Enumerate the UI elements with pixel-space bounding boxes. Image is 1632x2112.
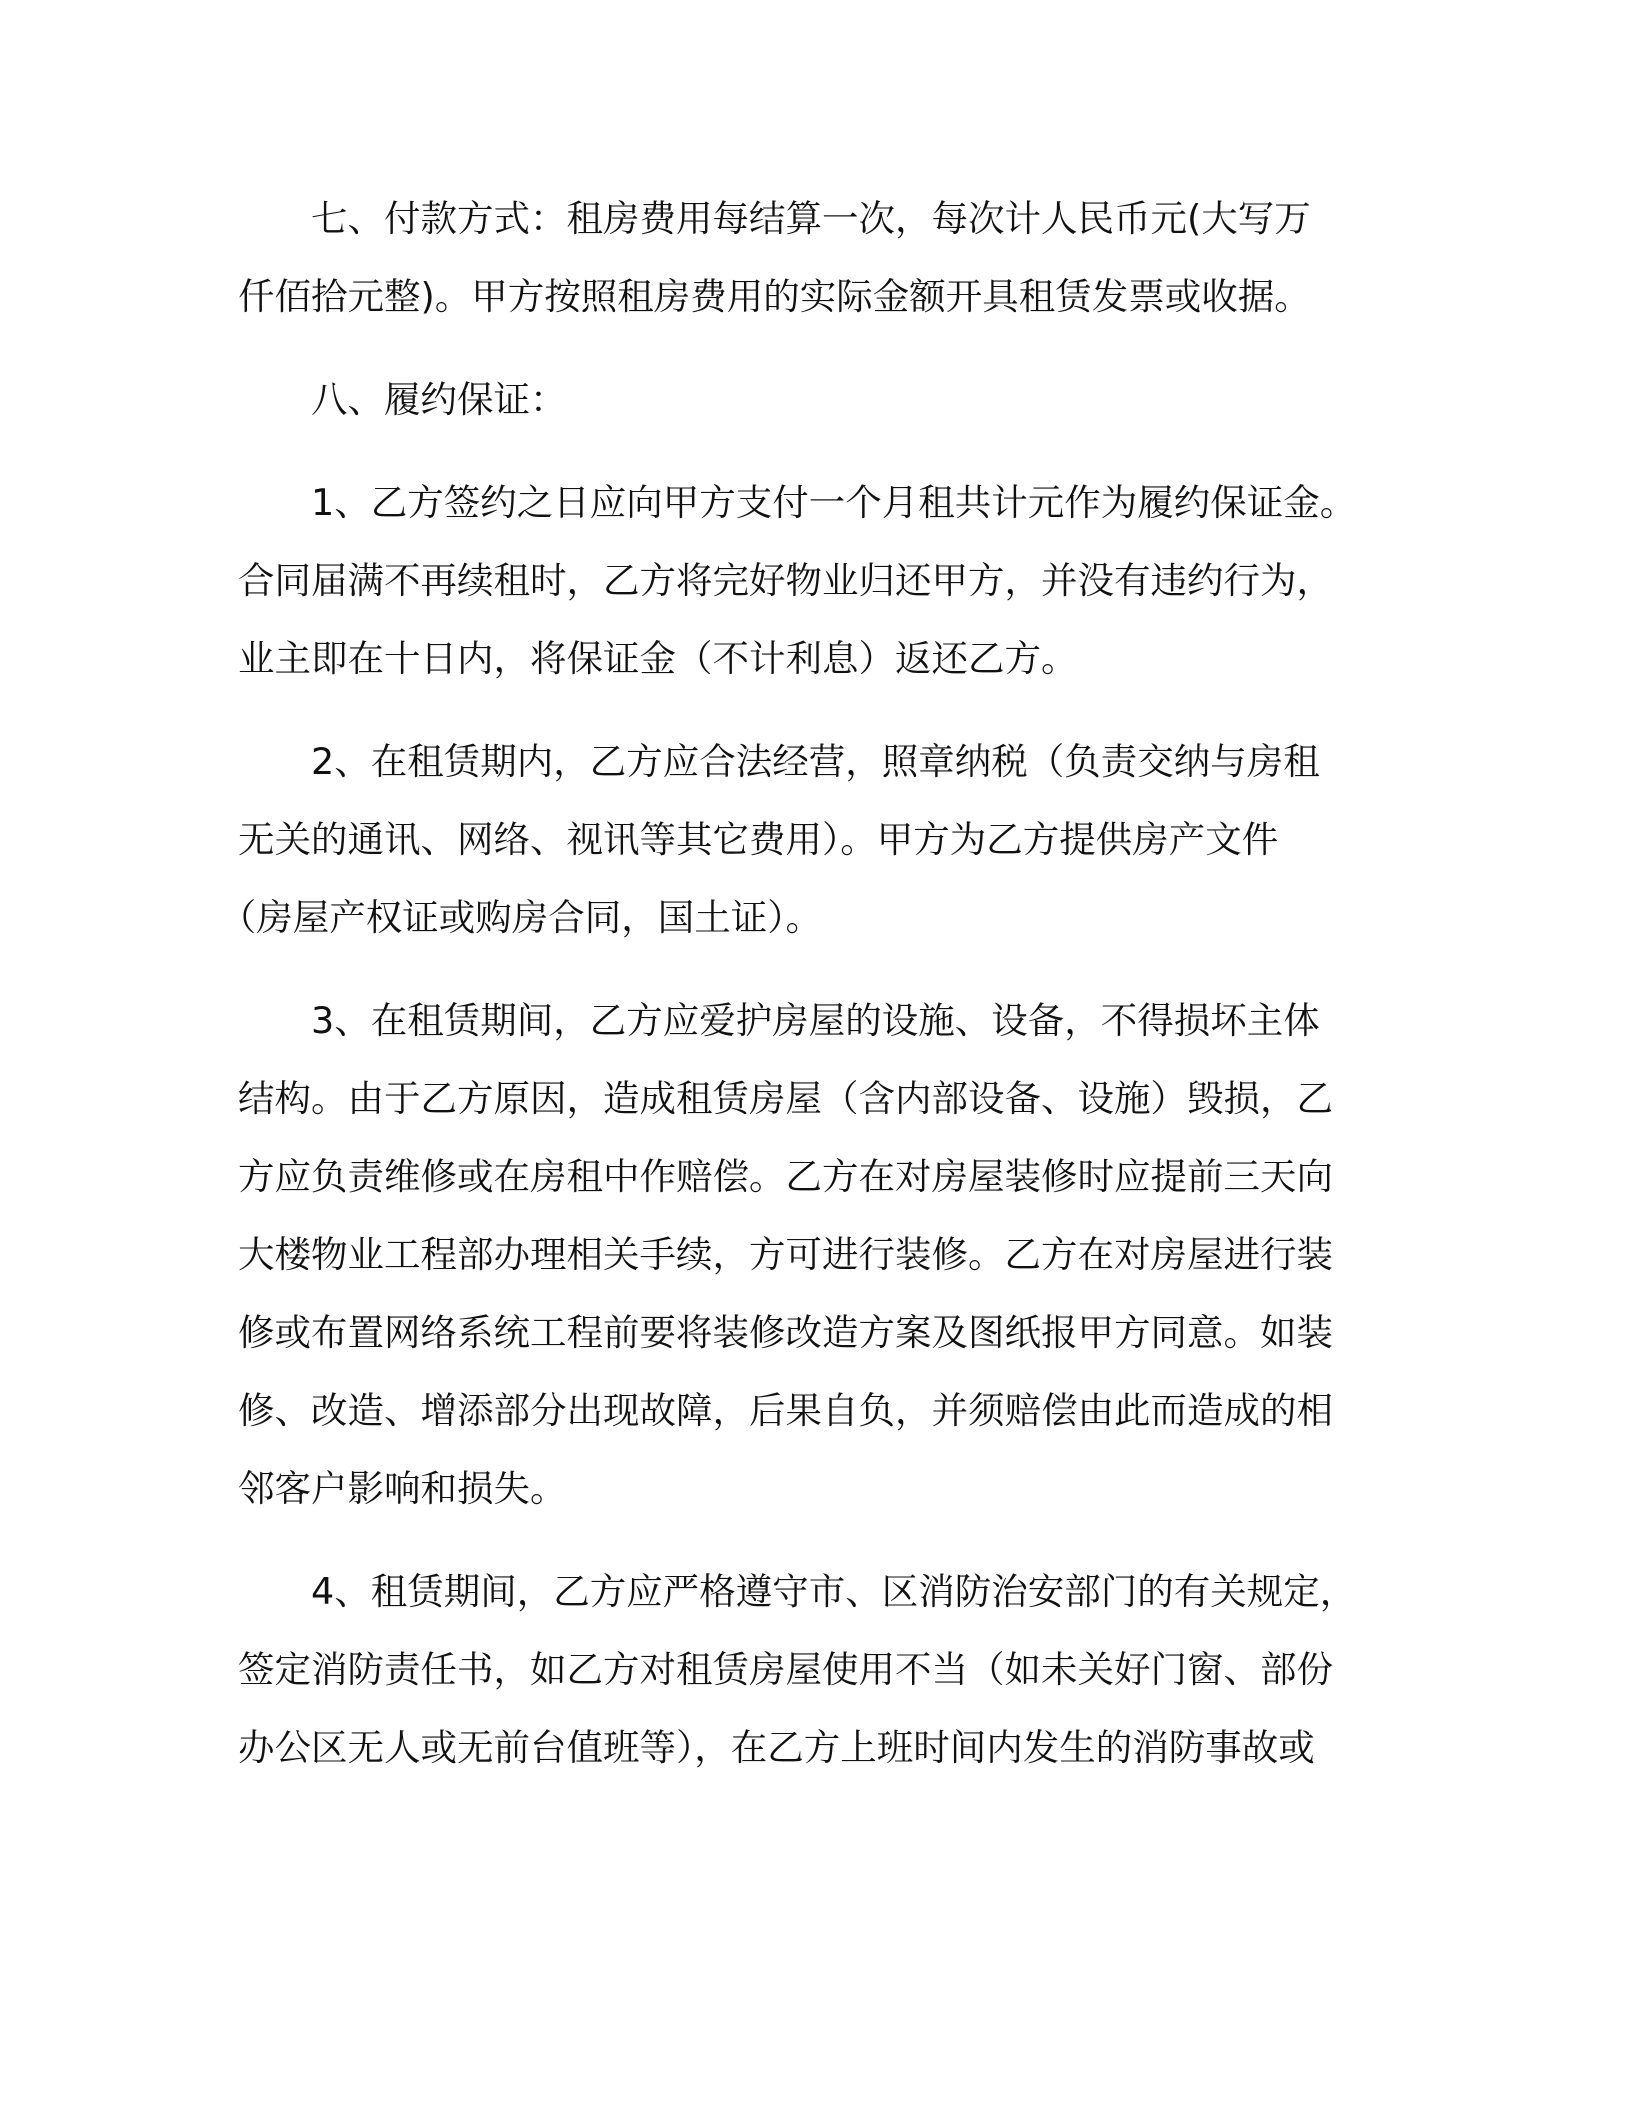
text-line: 七、付款方式：租房费用每结算一次，每次计人民币元(大写万 (311, 197, 1311, 240)
text-line: 合同届满不再续租时，乙方将完好物业归还甲方，并没有违约行为， (238, 559, 1333, 602)
text-line: 方应负责维修或在房租中作赔偿。乙方在对房屋装修时应提前三天向 (238, 1155, 1333, 1198)
text-line: 修、改造、增添部分出现故障，后果自负，并须赔偿由此而造成的相 (238, 1389, 1333, 1432)
text-line: （房屋产权证或购房合同，国土证）。 (219, 896, 822, 939)
text-line: 业主即在十日内，将保证金（不计利息）返还乙方。 (238, 637, 1078, 680)
document-body (219, 180, 1398, 1812)
text-line: 4、租赁期间，乙方应严格遵守市、区消防治安部门的有关规定， (311, 1570, 1357, 1613)
text-line: 仟佰拾元整)。甲方按照租房费用的实际金额开具租赁发票或收据。 (238, 275, 1311, 318)
section-heading: 八、履约保证： (311, 378, 567, 421)
paragraph-payment-method (238, 180, 1398, 336)
text-line: 邻客户影响和损失。 (238, 1467, 567, 1510)
text-line: 2、在租赁期内，乙方应合法经营，照章纳税（负责交纳与房租 (311, 740, 1320, 783)
paragraph-clause-4 (238, 1553, 1398, 1787)
text-line: 3、在租赁期间，乙方应爱护房屋的设施、设备，不得损坏主体 (311, 999, 1320, 1042)
text-line: 签定消防责任书，如乙方对租赁房屋使用不当（如未关好门窗、部份 (238, 1648, 1333, 1691)
text-line: 修或布置网络系统工程前要将装修改造方案及图纸报甲方同意。如装 (238, 1311, 1333, 1354)
paragraph-clause-2 (219, 723, 1398, 957)
text-line: 无关的通讯、网络、视讯等其它费用）。甲方为乙方提供房产文件 (238, 818, 1279, 861)
text-line: 办公区无人或无前台值班等），在乙方上班时间内发生的消防事故或 (238, 1726, 1315, 1769)
text-line: 1、乙方签约之日应向甲方支付一个月租共计元作为履约保证金。 (311, 481, 1357, 524)
paragraph-clause-3 (238, 982, 1398, 1528)
paragraph-clause-1 (238, 464, 1398, 698)
paragraph-performance-guarantee-heading (238, 361, 1398, 439)
text-line: 结构。由于乙方原因，造成租赁房屋（含内部设备、设施）毁损，乙 (238, 1077, 1333, 1120)
text-line: 大楼物业工程部办理相关手续，方可进行装修。乙方在对房屋进行装 (238, 1233, 1333, 1276)
